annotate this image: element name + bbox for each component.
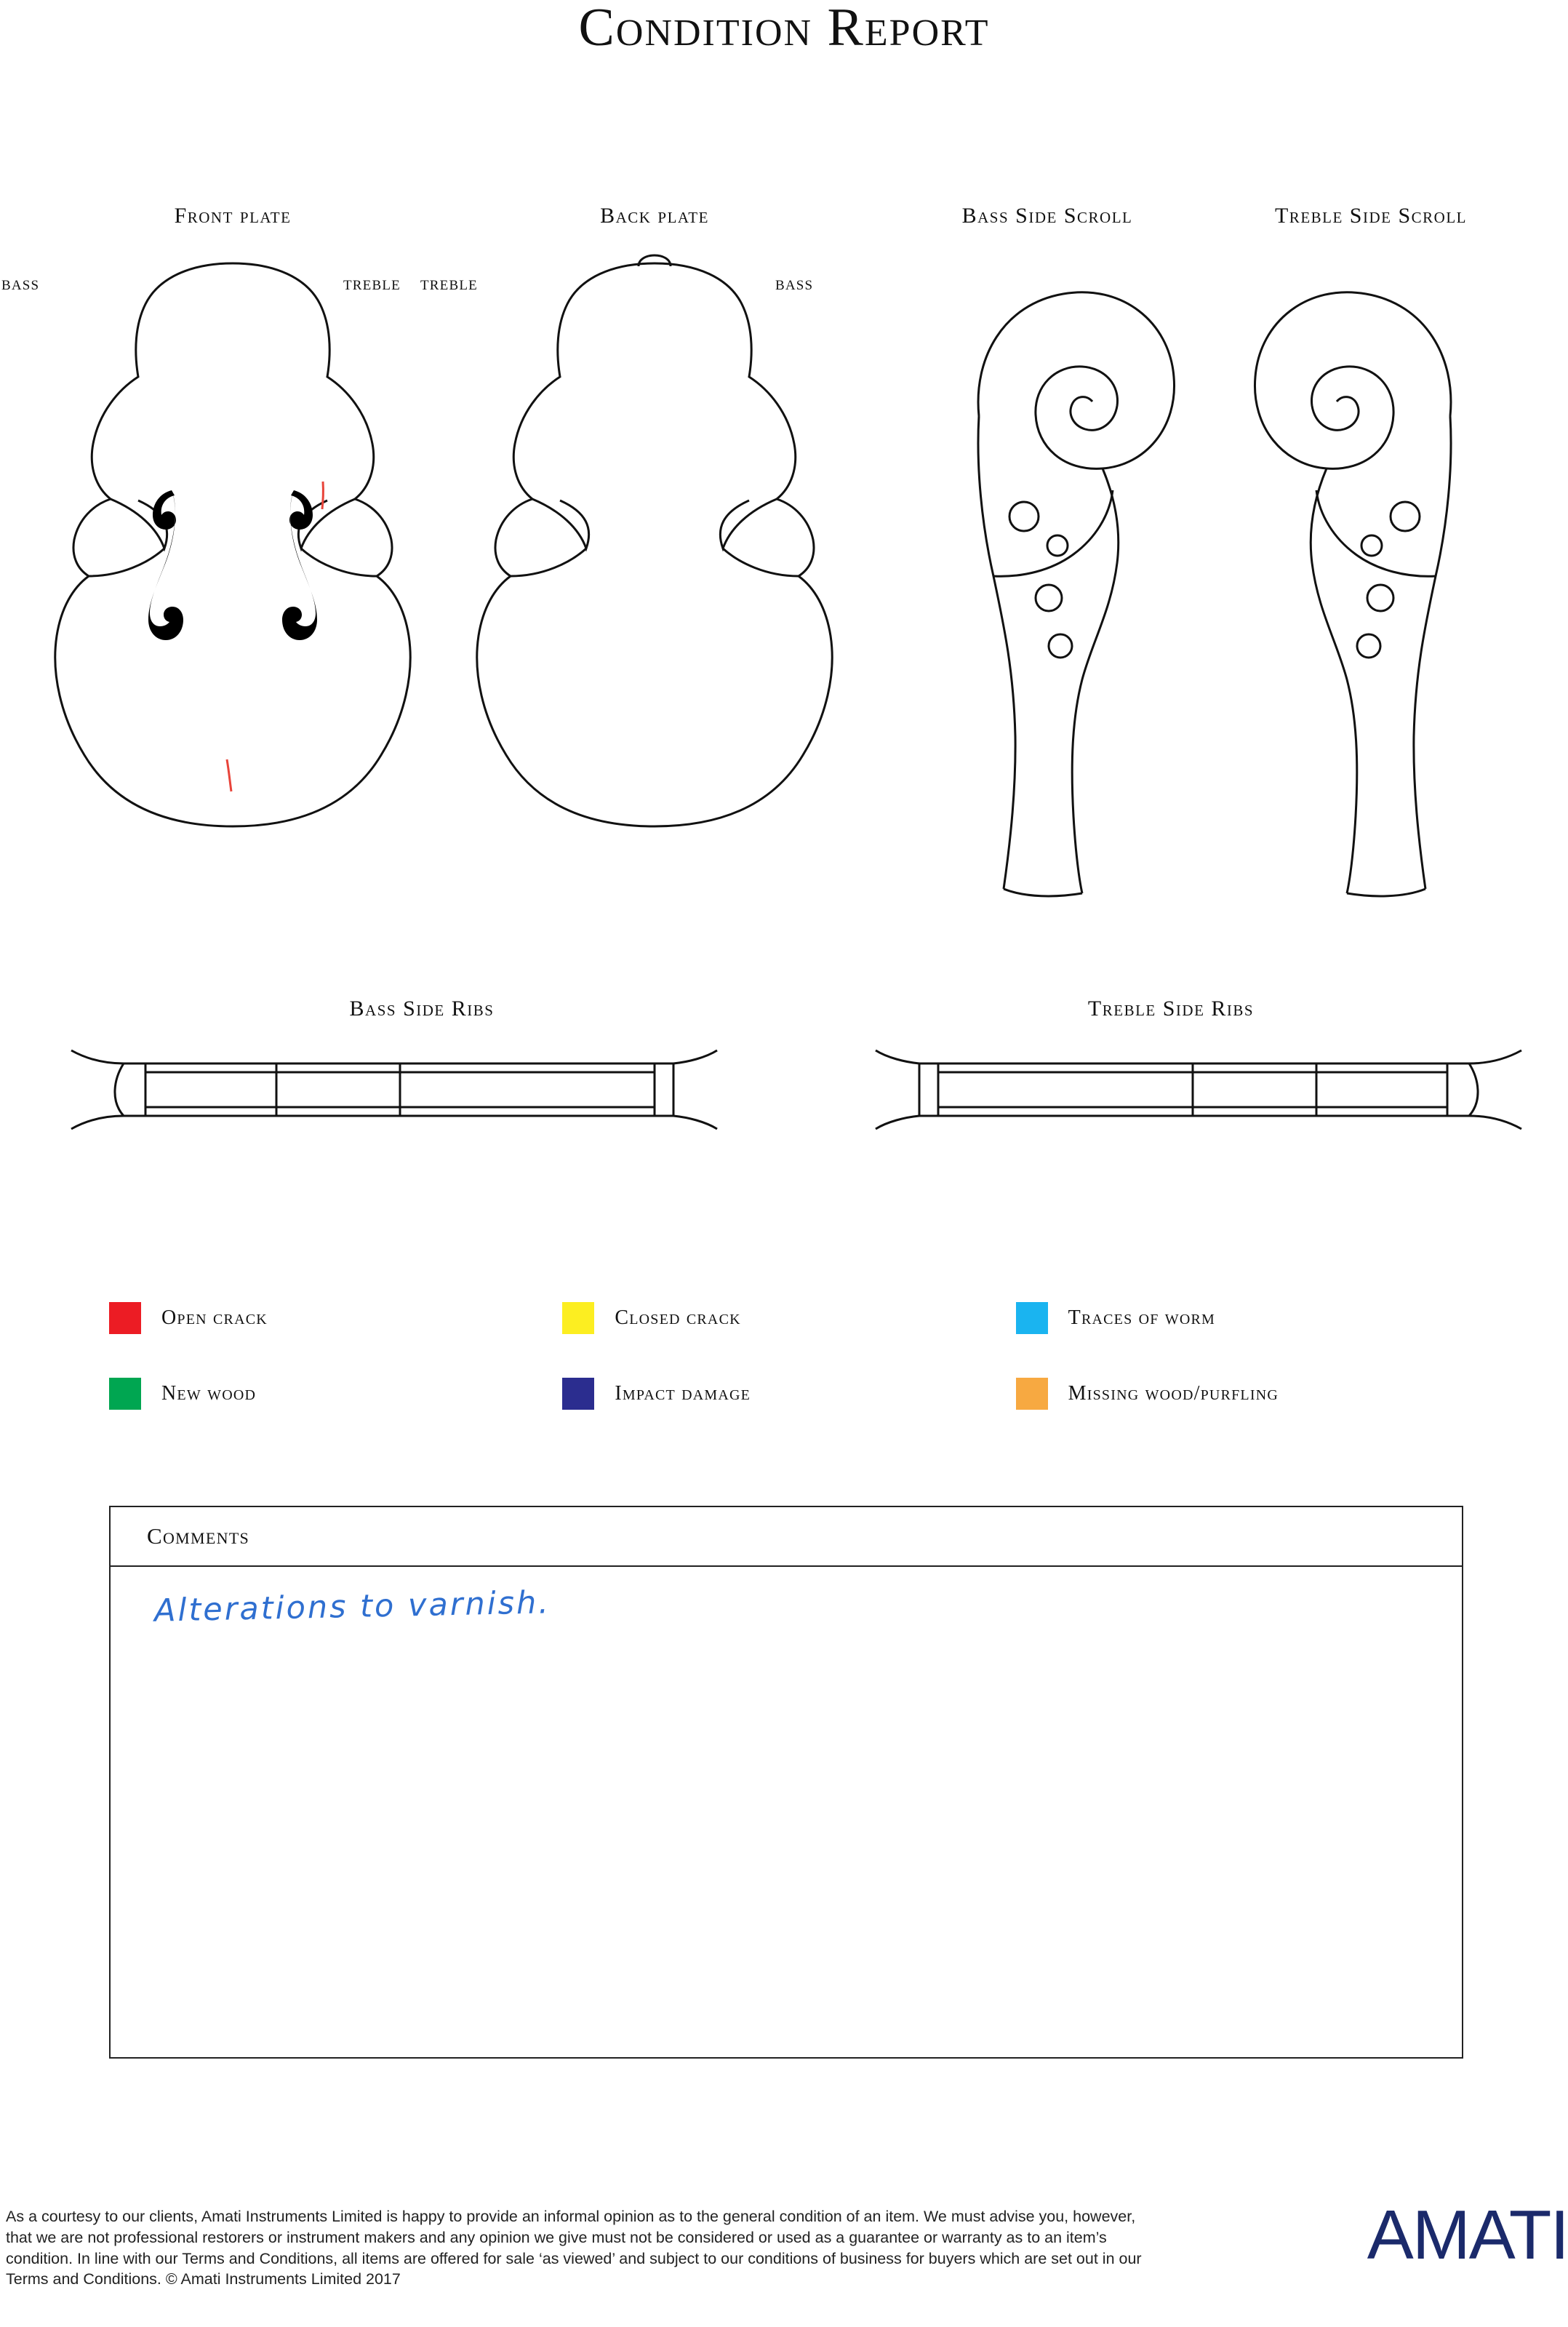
front-plate-diagram: [1, 204, 436, 936]
bass-side-ribs-figure: [58, 1031, 785, 1148]
legend-swatch-traces-of-worm: [1016, 1302, 1048, 1334]
treble-side-scroll-diagram: [1207, 204, 1535, 936]
legend-item: [1016, 1302, 1469, 1334]
bass-side-ribs-title: Bass Side Ribs: [349, 997, 495, 1021]
comments-header-label: Comments: [147, 1523, 250, 1549]
back-plate-treble-label: TREBLE: [420, 278, 478, 293]
back-plate-title: Back plate: [600, 204, 709, 228]
legend-item: [1016, 1378, 1469, 1410]
legend-label: Impact damage: [615, 1382, 751, 1405]
legend-label: Missing wood/purfling: [1068, 1382, 1279, 1405]
page-title: Condition Report: [578, 0, 990, 57]
treble-side-ribs-figure: [807, 1031, 1535, 1148]
legend-label: Open crack: [161, 1306, 268, 1329]
front-plate-figure: [29, 234, 436, 933]
front-plate-title: Front plate: [174, 204, 292, 228]
treble-side-scroll-title: Treble Side Scroll: [1274, 204, 1467, 228]
legend-swatch-new-wood: [109, 1378, 141, 1410]
comments-handwritten-text: Alterations to varnish.: [153, 1584, 551, 1629]
legend-label: Closed crack: [615, 1306, 741, 1329]
bass-side-scroll-diagram: [895, 204, 1200, 936]
treble-side-ribs-diagram: [807, 997, 1535, 1151]
comments-box: [109, 1506, 1463, 2059]
back-plate-bass-label: BASS: [775, 278, 814, 293]
legend-item: [562, 1378, 1015, 1410]
f-hole-bass: [148, 490, 183, 640]
bass-side-scroll-figure: [895, 234, 1200, 933]
comments-header: [111, 1507, 1462, 1567]
bass-side-scroll-title: Bass Side Scroll: [961, 204, 1133, 228]
legend-item: [109, 1302, 562, 1334]
page-footer: [0, 2196, 1568, 2305]
f-hole-treble: [282, 490, 317, 640]
legend-swatch-closed-crack: [562, 1302, 594, 1334]
front-plate-treble-label: TREBLE: [343, 278, 401, 293]
back-plate-figure: [451, 234, 858, 933]
treble-side-ribs-title: Treble Side Ribs: [1087, 997, 1255, 1021]
diagrams-top-row: [0, 204, 1568, 960]
comments-field[interactable]: [111, 1567, 1462, 2057]
treble-side-scroll-figure: [1207, 234, 1535, 933]
legend-item: [109, 1378, 562, 1410]
legend-item: [562, 1302, 1015, 1334]
legend-label: New wood: [161, 1382, 257, 1405]
marking-open-crack-2: [227, 759, 231, 791]
bass-side-ribs-diagram: [58, 997, 785, 1151]
amati-logo: AMATI: [1367, 2196, 1568, 2274]
back-plate-diagram: [420, 204, 858, 936]
legend-label: Traces of worm: [1068, 1306, 1216, 1329]
damage-legend: [109, 1302, 1469, 1410]
disclaimer-text: As a courtesy to our clients, Amati Instruments Limited is happy to provide an informal opinion as to the general condition of an item. We must advise you, however, that we are not professional restorers or instrument makers and any opinion we give must not be considered or used as a guarantee or warranty as to an item’s condition. In line with our Terms and Conditions, all items are offered for sale ‘as viewed’ and subject to our conditions of business for buyers which are set out in our Terms and Conditions. © Amati Instruments Limited 2017: [6, 2208, 1142, 2288]
legend-swatch-open-crack: [109, 1302, 141, 1334]
front-plate-bass-label: BASS: [1, 278, 40, 293]
ribs-row: [0, 997, 1568, 1178]
legend-swatch-impact-damage: [562, 1378, 594, 1410]
marking-open-crack-1: [322, 482, 323, 509]
legend-swatch-missing-wood: [1016, 1378, 1048, 1410]
